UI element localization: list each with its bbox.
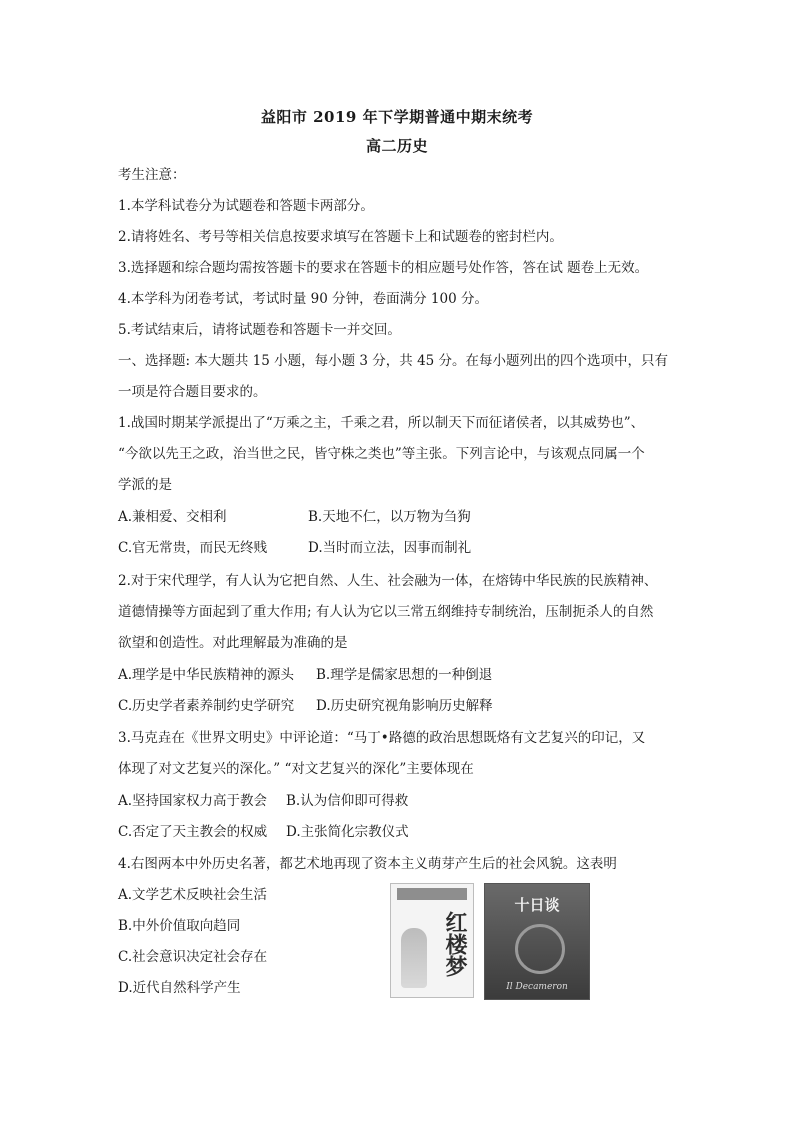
question-2-option-d: D.历史研究视角影响历史解释 [316, 698, 493, 714]
cover-band [397, 888, 467, 900]
exam-subject: 高二历史 [365, 137, 428, 155]
section-heading: 一、选择题: 本大题共 15 小题，每小题 3 分，共 45 分。在每小题列出的四个选项中，只有 [118, 353, 669, 369]
book-2-title: 十日谈 [514, 896, 560, 914]
notice-item: 2.请将姓名、考号等相关信息按要求填写在答题卡上和试题卷的密封栏内。 [118, 229, 563, 245]
notice-item: 5.考试结束后，请将试题卷和答题卡一并交回。 [118, 322, 401, 338]
question-4-option-c: C.社会意识决定社会存在 [118, 949, 268, 965]
question-1-stem: “今欲以先王之政，治当世之民，皆守株之类也”等主张。下列言论中，与该观点同属一个 [118, 446, 645, 462]
question-2-option-b: B.理学是儒家思想的一种倒退 [316, 667, 493, 683]
arch-illustration [515, 924, 565, 974]
question-3-option-d: D.主张简化宗教仪式 [286, 824, 409, 840]
exam-title: 益阳市 2019 年下学期普通中期末统考 [260, 108, 534, 126]
question-1-stem: 学派的是 [118, 477, 172, 493]
question-3-option-b: B.认为信仰即可得救 [286, 793, 409, 809]
section-heading-cont: 一项是符合题目要求的。 [118, 384, 267, 400]
notice-item: 4.本学科为闭卷考试，考试时量 90 分钟，卷面满分 100 分。 [118, 291, 488, 307]
question-1-option-d: D.当时而立法，因事而制礼 [308, 540, 472, 556]
question-3-stem: 体现了对文艺复兴的深化。” “对文艺复兴的深化”主要体现在 [118, 761, 474, 777]
question-4-stem: 4.右图两本中外历史名著，都艺术地再现了资本主义萌芽产生后的社会风貌。这表明 [118, 856, 617, 872]
question-2-option-a: A.理学是中华民族精神的源头 [118, 667, 295, 683]
book-2-subtitle: Il Decameron [506, 982, 568, 992]
question-1-option-a: A.兼相爱、交相利 [118, 509, 227, 525]
question-2-stem: 2.对于宋代理学，有人认为它把自然、人生、社会融为一体，在熔铸中华民族的民族精神、 [118, 573, 658, 589]
question-1-option-c: C.官无常贵，而民无终贱 [118, 540, 268, 556]
book-1-title: 红楼梦 [442, 911, 468, 977]
book-covers-figure [390, 883, 590, 998]
question-1-stem: 1.战国时期某学派提出了“万乘之主，千乘之君，所以制天下而征诸侯者，以其威势也”、 [118, 415, 645, 431]
question-3-option-c: C.否定了天主教会的权威 [118, 824, 268, 840]
question-4-option-d: D.近代自然科学产生 [118, 980, 241, 996]
question-3-option-a: A.坚持国家权力高于教会 [118, 793, 268, 809]
book-cover-decameron [484, 883, 590, 1000]
question-4-option-a: A.文学艺术反映社会生活 [118, 887, 268, 903]
question-2-stem: 欲望和创造性。对此理解最为准确的是 [118, 635, 348, 651]
question-1-option-b: B.天地不仁，以万物为刍狗 [308, 509, 471, 525]
question-2-option-c: C.历史学者素养制约史学研究 [118, 698, 295, 714]
figure-illustration [401, 928, 427, 988]
question-3-stem: 3.马克垚在《世界文明史》中评论道：“马丁•路德的政治思想既烙有文艺复兴的印记，又 [118, 730, 646, 746]
question-2-stem: 道德情操等方面起到了重大作用; 有人认为它以三常五纲维持专制统治，压制扼杀人的自然 [118, 604, 654, 620]
book-cover-hongloumeng [390, 883, 474, 998]
notice-item: 3.选择题和综合题均需按答题卡的要求在答题卡的相应题号处作答，答在试 题卷上无效。 [118, 260, 649, 276]
notice-heading: 考生注意： [118, 167, 186, 183]
notice-item: 1.本学科试卷分为试题卷和答题卡两部分。 [118, 198, 374, 214]
question-4-option-b: B.中外价值取向趋同 [118, 918, 241, 934]
